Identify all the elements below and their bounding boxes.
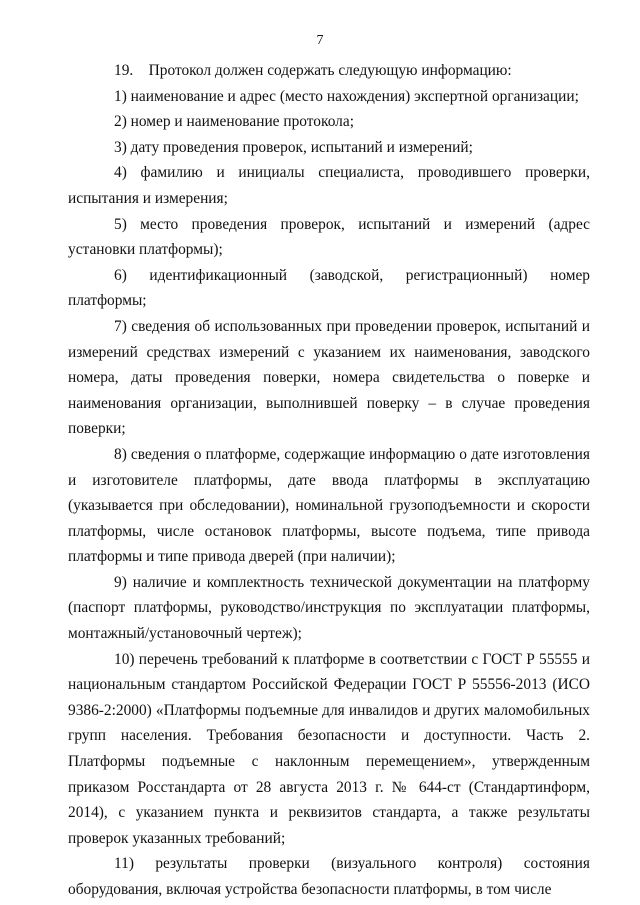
paragraph-19 — [68, 58, 590, 84]
list-item-5: 5) место проведения проверок, испытаний и измерений (адрес установки платформы); — [68, 215, 590, 259]
list-item-6: 6) идентификационный (заводской, регистрационный) номер платформы; — [68, 266, 590, 310]
list-item-10: 10) перечень требований к платформе в соответствии с ГОСТ Р 55555 и национальным стандартом Российской Федерации ГОСТ Р 55556-2013 (ИСО 9386-2:2000) «Платформы подъемные для инвалидов и других маломобильных групп населения. Требования безопасности и доступности. Часть 2. Платформы подъемные с наклонным перемещением», утвержденным приказом Росстандарта от 28 августа 2013 г. № 644-ст (Стандартинформ, 2014), с указанием пункта и реквизитов стандарта, а также результаты проверок указанных требований; — [68, 650, 590, 847]
list-item-7: 7) сведения об использованных при проведении проверок, испытаний и измерений средствах измерений с указанием их наименования, заводского номера, даты проведения поверки, номера свидетельства о поверке и наименования организации, выполнившей поверку – в случае проведения поверки; — [68, 317, 590, 438]
list-item-9: 9) наличие и комплектность технической документации на платформу (паспорт платформы, руководство/инструкция по эксплуатации платформы, монтажный/установочный чертеж); — [68, 573, 590, 643]
document-body — [68, 58, 590, 903]
list-item-3: 3) дату проведения проверок, испытаний и измерений; — [114, 138, 473, 156]
list-item-1: 1) наименование и адрес (место нахождения) экспертной организации; — [114, 87, 579, 105]
list-item-11: 11) результаты проверки (визуального контроля) состояния оборудования, включая устройства безопасности платформы, в том числе — [68, 855, 590, 898]
list-item-8: 8) сведения о платформе, содержащие информацию о дате изготовления и изготовителе платформы, дате ввода платформы в эксплуатацию (указывается при обследовании), номинальной грузоподъемности и скорости платформы, числе остановок платформы, высоте подъема, типе привода платформы и типе привода дверей (при наличии); — [68, 445, 590, 566]
paragraph-text: Протокол должен содержать следующую информацию: — [148, 62, 512, 79]
list-item-2: 2) номер и наименование протокола; — [114, 113, 354, 131]
list-item-4: 4) фамилию и инициалы специалиста, проводившего проверки, испытания и измерения; — [68, 164, 590, 207]
page-number: 7 — [316, 33, 324, 48]
clause-number: 19. — [114, 62, 134, 79]
